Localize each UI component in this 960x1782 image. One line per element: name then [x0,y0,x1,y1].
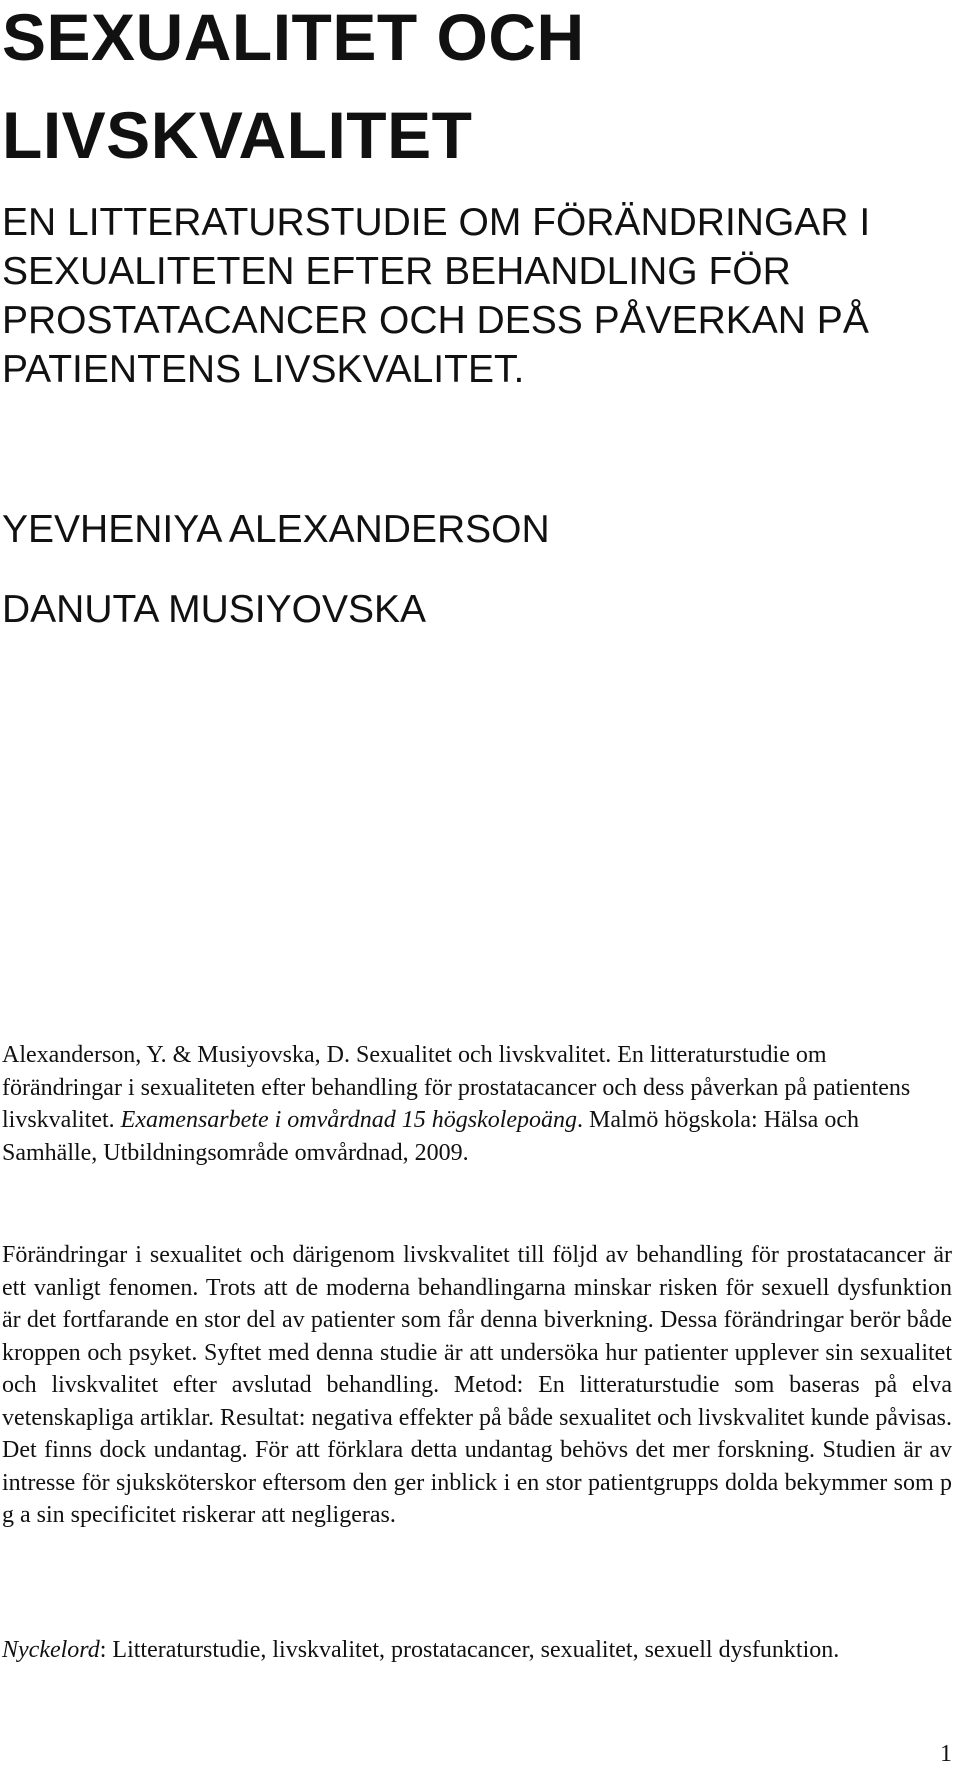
document-title: SEXUALITET OCH LIVSKVALITET [2,0,585,172]
citation-italic-text: Examensarbete i omvårdnad 15 högskolepoäng [120,1107,578,1133]
author-1: YEVHENIYA ALEXANDERSON [2,508,550,551]
citation-text: Alexanderson, Y. & Musiyovska, D. Sexualitet och livskvalitet. En litteraturstudie om förändringar i sexualiteten efter behandling för prostatacancer och dess påverkan på patientens livskvalitet. [2,1042,911,1133]
page-number: 1 [940,1741,952,1767]
keywords-paragraph [2,1634,952,1667]
citation-text-end: . Malmö högskola: Hälsa och Samhälle, Utbildningsområde omvårdnad, 2009. [2,1107,859,1166]
citation-paragraph [2,1039,952,1169]
author-2: DANUTA MUSIYOVSKA [2,588,427,631]
keywords-label: Nyckelord [2,1637,100,1663]
keywords-text: : Litteraturstudie, livskvalitet, prostatacancer, sexualitet, sexuell dysfunktion. [99,1637,840,1663]
abstract-paragraph: Förändringar i sexualitet och därigenom livskvalitet till följd av behandling för prostatacancer är ett vanligt fenomen. Trots att de moderna behandlingarna minskar risken för sexuell dysfunktion är det fortfarande en stor del av patienter som får denna biverkning. Dessa förändringar berör både kroppen och psyket. Syftet med denna studie är att undersöka hur patienter upplever sin sexualitet och livskvalitet efter avslutad behandling. Metod: En litteraturstudie som baseras på elva vetenskapliga artiklar. Resultat: negativa effekter på både sexualitet och livskvalitet kunde påvisas. Det finns dock undantag. För att förklara detta undantag behövs det mer forskning. Studien är av intresse för sjuksköterskor eftersom den ger inblick i en stor patientgrupps dolda bekymmer som p g a sin specificitet riskerar att negligeras. [2,1242,952,1528]
document-subtitle: EN LITTERATURSTUDIE OM FÖRÄNDRINGAR I SEXUALITETEN EFTER BEHANDLING FÖR PROSTATACANCER OCH DESS PÅVERKAN PÅ PATIENTENS LIVSKVALITET. [2,201,871,391]
